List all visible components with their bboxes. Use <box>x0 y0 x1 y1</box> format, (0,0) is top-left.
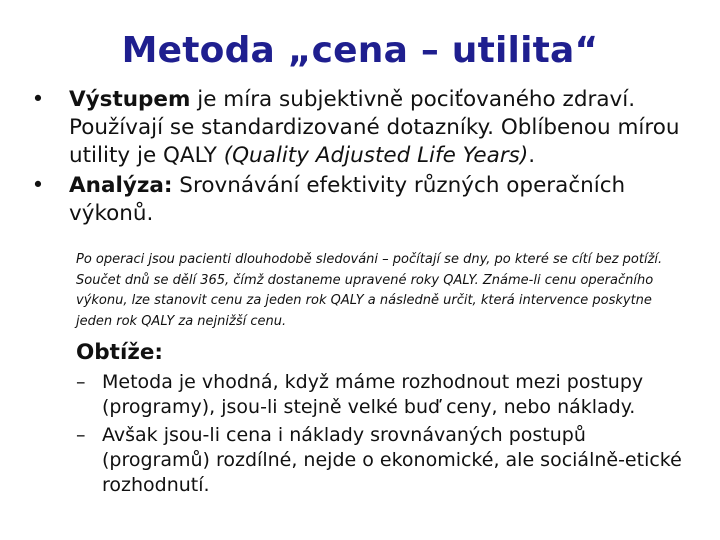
bullet-marker: • <box>31 87 45 112</box>
bullet-text: je míra subjektivně pociťovaného zdraví. Používají se standardizované dotazníky. Oblíbenou mírou utility je QALY <box>69 87 680 168</box>
bullet-text: Srovnávání efektivity různých operačních výkonů. <box>69 173 626 226</box>
bullet-marker: • <box>31 173 45 198</box>
bullet-item-output <box>30 86 690 170</box>
bullet-tail: . <box>528 143 536 168</box>
difficulties-heading: Obtíže: <box>76 340 164 365</box>
bullet-item-analysis <box>30 172 690 228</box>
bullet-list <box>30 86 690 230</box>
difficulties-list <box>76 370 696 501</box>
bullet-lead: Analýza: <box>69 173 173 198</box>
explanatory-note: Po operaci jsou pacienti dlouhodobě sledováni – počítají se dny, po které se cítí bez potíží. Součet dnů se dělí 365, čímž dostaneme upravené roky QALY. Známe-li cenu operačního výkonu, lze stanovit cenu za jeden rok QALY a následně určit, která intervence poskytne jeden rok QALY za nejnižší cenu. <box>76 252 663 329</box>
difficulty-item <box>76 423 696 498</box>
difficulty-text: Avšak jsou-li cena i náklady srovnávaných postupů (programů) rozdílné, nejde o ekonomické, ale sociálně-etické rozhodnutí. <box>102 424 682 496</box>
difficulty-text: Metoda je vhodná, když máme rozhodnout mezi postupy (programy), jsou-li stejně velké buď ceny, nebo náklady. <box>102 371 644 418</box>
bullet-italic: (Quality Adjusted Life Years) <box>223 143 529 168</box>
difficulty-item <box>76 370 696 420</box>
bullet-lead: Výstupem <box>69 87 191 112</box>
slide-title: Metoda „cena – utilita“ <box>121 30 599 71</box>
dash-marker: – <box>76 424 86 446</box>
dash-marker: – <box>76 371 86 393</box>
